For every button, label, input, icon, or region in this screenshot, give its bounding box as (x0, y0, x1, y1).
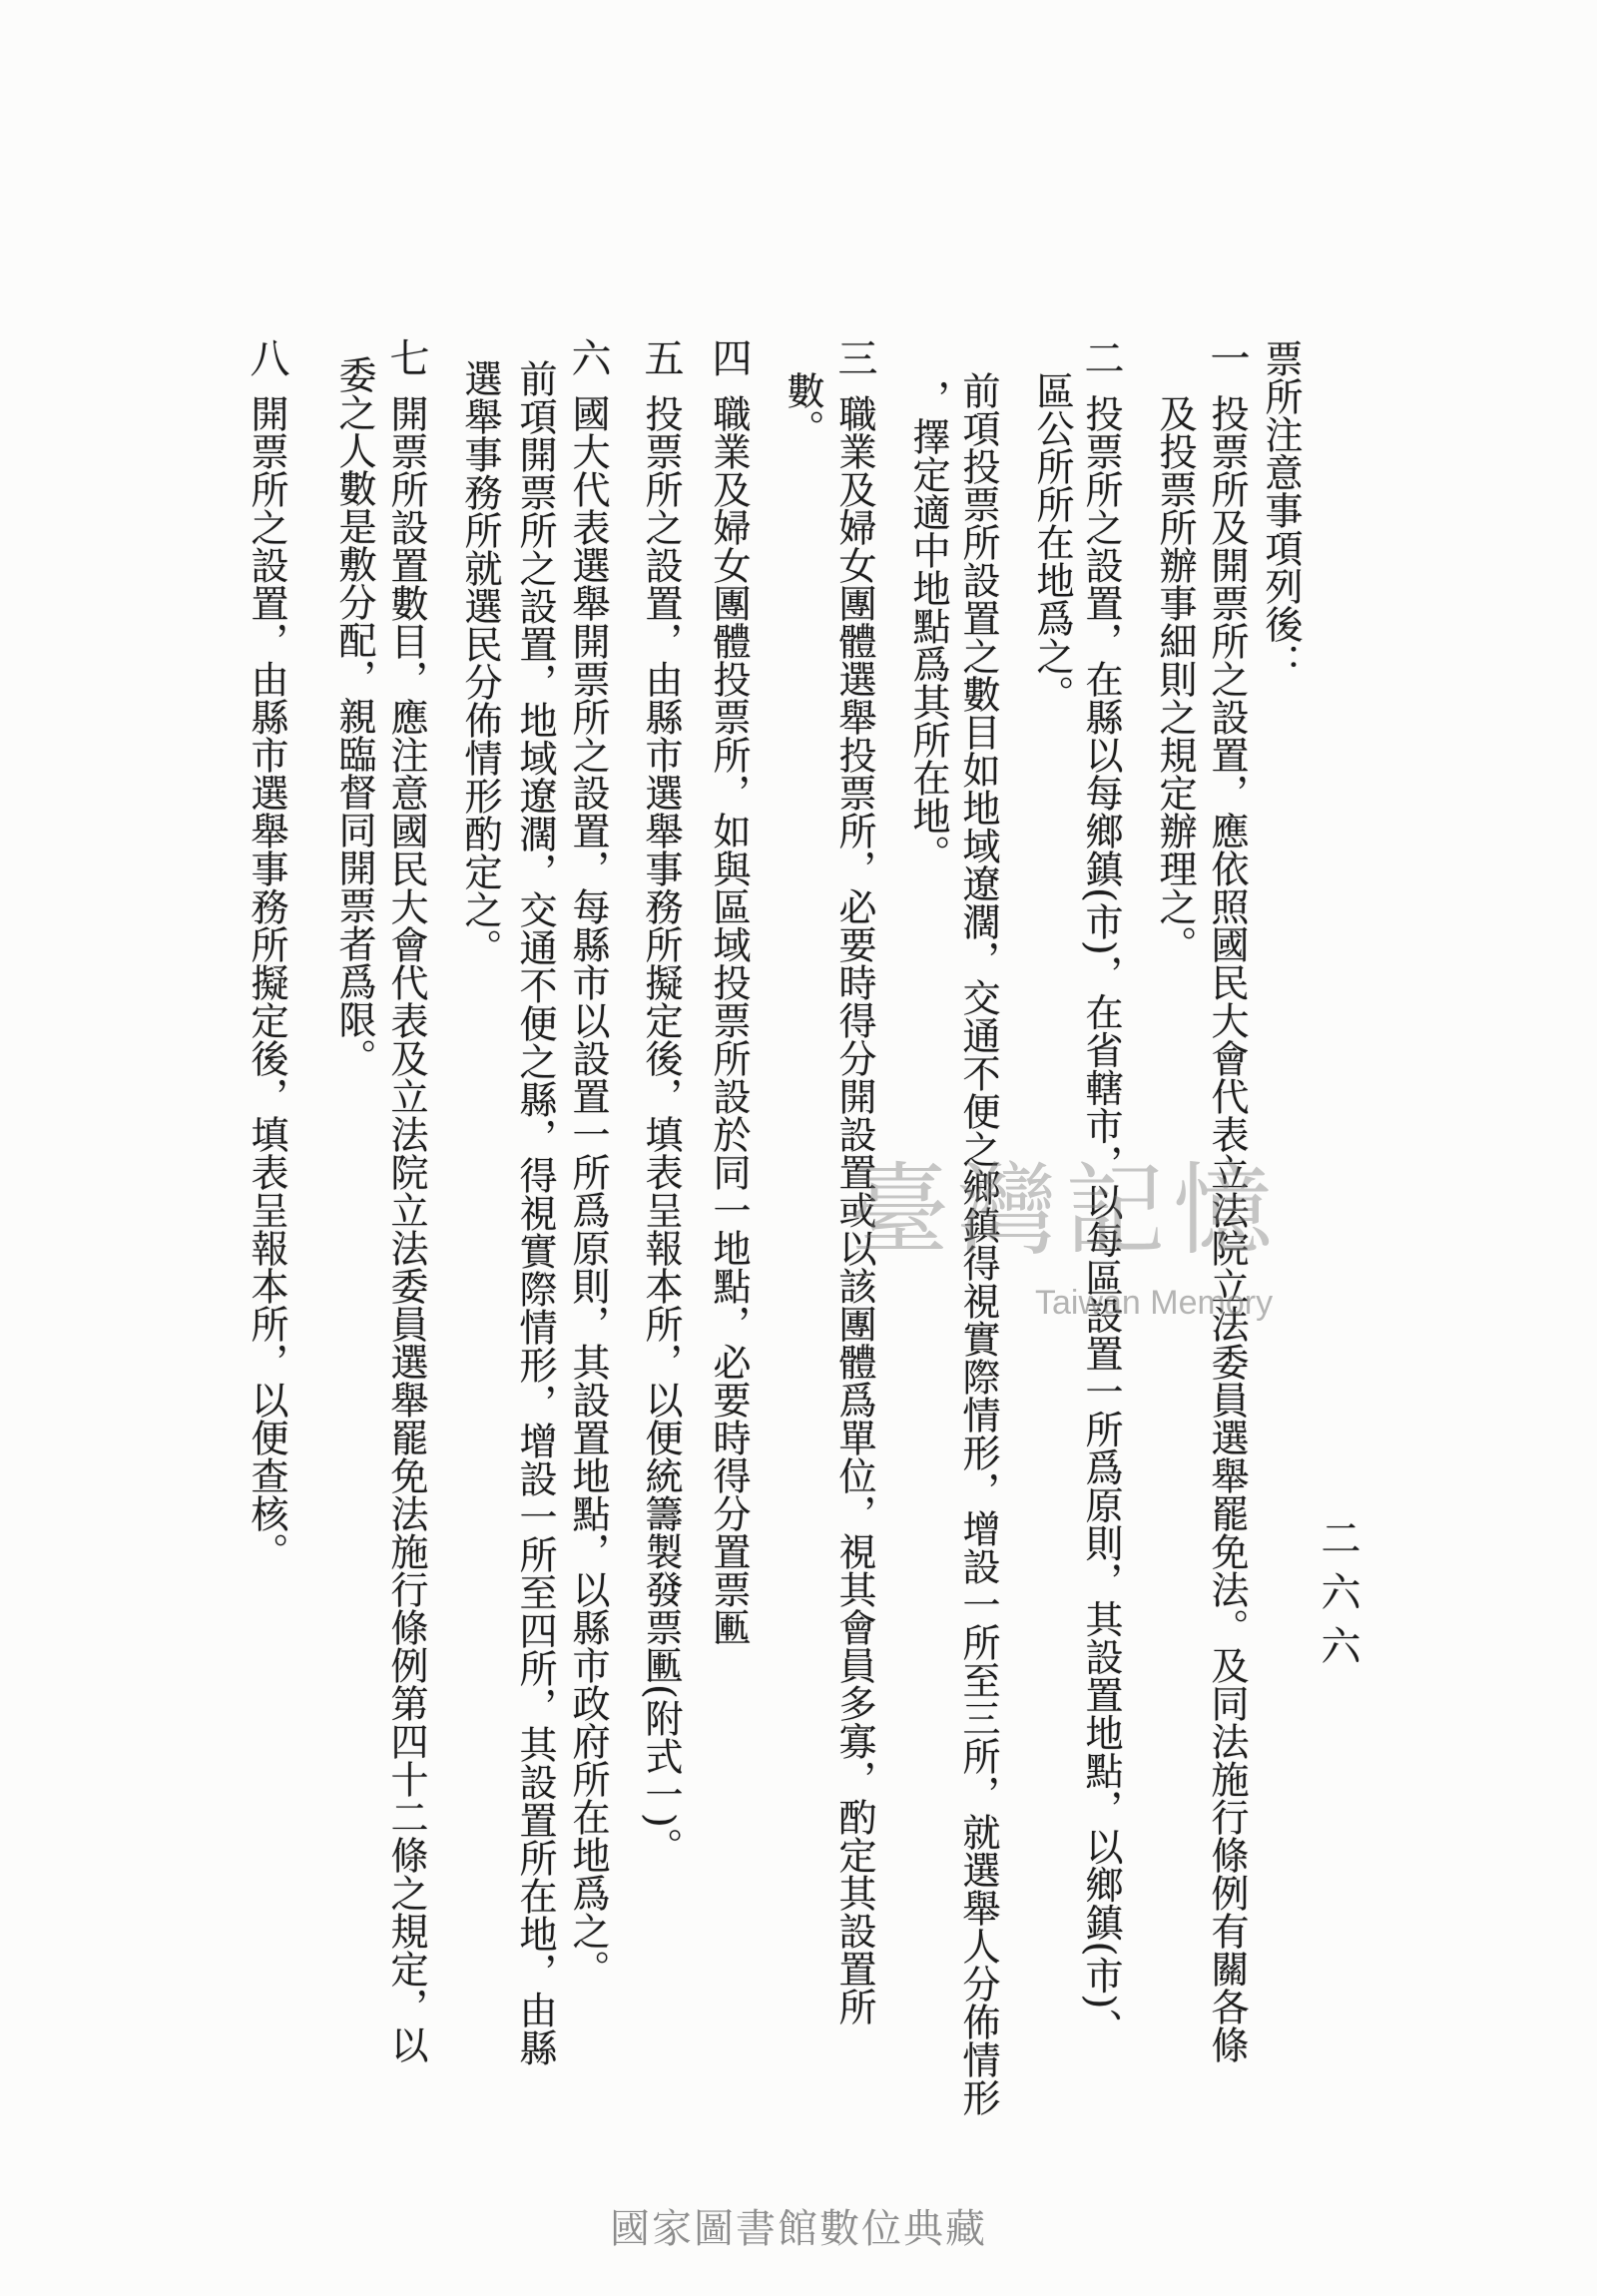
watermark-logo-title: 臺灣記憶 (849, 1152, 1281, 1269)
item-1-number: 一 (1204, 337, 1250, 377)
item-3-number: 三 (831, 337, 877, 377)
item-5-line-1: 投票所之設置，由縣市選舉事務所擬定後，填表呈報本所，以便統籌製發票匭(附式一)。 (639, 394, 683, 1866)
item-4-line-1: 職業及婦女團體投票所，如與區域投票所設於同一地點，必要時得分置票匭 (707, 394, 751, 1646)
item-1-line-2: 及投票所辦事細則之規定辦理之。 (1153, 394, 1197, 963)
archive-footer: 國家圖書館數位典藏 (610, 2206, 987, 2252)
item-2-number: 二 (1078, 337, 1124, 377)
item-3-line-1: 職業及婦女團體選舉投票所，必要時得分開設置或以該團體爲單位，視其會員多寡，酌定其設置所 (832, 394, 876, 2025)
intro-line: 票所注意事項列後： (1259, 339, 1303, 681)
watermark-logo-subtitle: Taiwan Memory (1035, 1284, 1274, 1322)
item-7-number: 七 (383, 337, 429, 377)
item-6-line-2: 前項開票所之設置，地域遼濶，交通不便之縣，得視實際情形，增設一所至四所，其設置所在地，由縣 (513, 359, 557, 2066)
item-7-line-2: 委之人數是敷分配，親臨督同開票者爲限。 (332, 355, 376, 1076)
item-8-number: 八 (244, 337, 289, 377)
item-7-line-1: 開票所設置數目，應注意國民大會代表及立法院立法委員選舉罷免法施行條例第四十二條之規定，以 (384, 394, 428, 2063)
item-5-number: 五 (638, 337, 684, 377)
item-2-line-4: ，擇定適中地點爲其所在地。 (906, 379, 950, 872)
item-3-line-2: 數。 (781, 371, 824, 447)
item-6-line-3: 選舉事務所就選民分佈情形酌定之。 (458, 359, 502, 966)
item-6-line-1: 國大代表選舉開票所之設置，每縣市以設置一所爲原則，其設置地點，以縣市政府所在地爲之。 (566, 394, 610, 1988)
page-number: 二六六 (1315, 1517, 1360, 1679)
item-2-line-1: 投票所之設置，在縣以每鄉鎮(市)，在省轄市，以每區設置一所爲原則，其設置地點，以鄉鎮(市)、 (1079, 394, 1123, 2047)
item-4-number: 四 (706, 337, 752, 377)
item-2-line-2: 區公所所在地爲之。 (1030, 371, 1074, 713)
item-2-line-3: 前項投票所設置之數目如地域遼濶，交通不便之鄉鎮得視實際情形，增設一所至三所，就選舉人分佈情形 (956, 371, 1000, 2116)
item-6-number: 六 (565, 337, 611, 377)
item-8-line-1: 開票所之設置，由縣市選舉事務所擬定後，填表呈報本所，以便查核。 (245, 394, 288, 1570)
item-1-line-1: 投票所及開票所之設置，應依照國民大會代表立法院立法委員選舉罷免法。及同法施行條例有關各條 (1205, 394, 1249, 2063)
